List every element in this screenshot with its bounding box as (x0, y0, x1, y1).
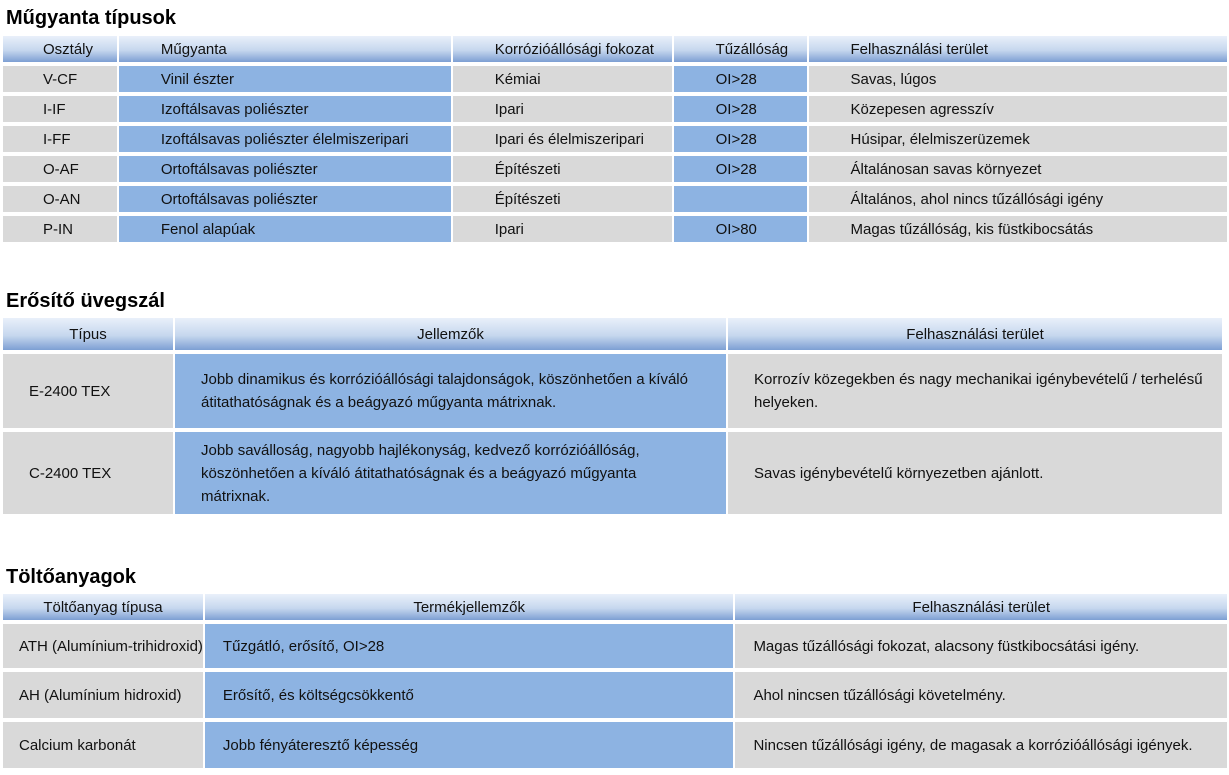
fire-cell: OI>28 (674, 122, 807, 152)
table-row (3, 122, 1227, 152)
class-cell: O-AF (3, 152, 117, 182)
fire-cell: OI>80 (674, 212, 807, 242)
resin-cell: Fenol alapúak (119, 212, 451, 242)
table-row (3, 92, 1227, 122)
class-cell: P-IN (3, 212, 117, 242)
feature-cell: Jobb fényáteresztő képesség (205, 718, 734, 768)
column-header: Termékjellemzők (205, 594, 734, 620)
table-row (3, 62, 1227, 92)
usage-cell: Magas tűzállósági fokozat, alacsony füstkibocsátási igény. (735, 620, 1227, 668)
corrosion-cell: Kémiai (453, 62, 672, 92)
resin-table (1, 36, 1229, 242)
corrosion-cell: Építészeti (453, 182, 672, 212)
corrosion-cell: Ipari és élelmiszeripari (453, 122, 672, 152)
column-header: Töltőanyag típusa (3, 594, 203, 620)
feature-cell: Jobb saválloság, nagyobb hajlékonyság, kedvező korrózióállóság, köszönhetően a kíváló átitathatóságnak és a beágyazó műgyanta mátrixnak. (175, 428, 726, 514)
resin-cell: Izoftálsavas poliészter élelmiszeripari (119, 122, 451, 152)
class-cell: O-AN (3, 182, 117, 212)
table-row (3, 182, 1227, 212)
resin-cell: Izoftálsavas poliészter (119, 92, 451, 122)
corrosion-cell: Ipari (453, 212, 672, 242)
filler-table (1, 594, 1229, 768)
column-header: Osztály (3, 36, 117, 62)
class-cell: I-IF (3, 92, 117, 122)
usage-cell: Savas igénybevételű környezetben ajánlott. (728, 428, 1222, 514)
column-header: Tűzállóság (674, 36, 807, 62)
usage-cell: Savas, lúgos (809, 62, 1227, 92)
fire-cell (674, 182, 807, 212)
fire-cell: OI>28 (674, 92, 807, 122)
usage-cell: Általánosan savas környezet (809, 152, 1227, 182)
glass-table (1, 318, 1224, 514)
table-header-row (3, 594, 1227, 620)
type-cell: C-2400 TEX (3, 428, 173, 514)
usage-cell: Ahol nincsen tűzállósági követelmény. (735, 668, 1227, 718)
feature-cell: Tűzgátló, erősítő, OI>28 (205, 620, 734, 668)
usage-cell: Húsipar, élelmiszerüzemek (809, 122, 1227, 152)
table-header-row (3, 36, 1227, 62)
usage-cell: Általános, ahol nincs tűzállósági igény (809, 182, 1227, 212)
table-row (3, 350, 1222, 428)
table-row (3, 620, 1227, 668)
filler-section-title: Töltőanyagok (6, 566, 137, 588)
resin-cell: Ortoftálsavas poliészter (119, 182, 451, 212)
table-row (3, 668, 1227, 718)
glass-section-title: Erősítő üvegszál (6, 290, 165, 312)
column-header: Felhasználási terület (735, 594, 1227, 620)
resin-section-title: Műgyanta típusok (6, 7, 177, 29)
column-header: Típus (3, 318, 173, 350)
table-row (3, 152, 1227, 182)
fire-cell: OI>28 (674, 62, 807, 92)
usage-cell: Magas tűzállóság, kis füstkibocsátás (809, 212, 1227, 242)
table-row (3, 428, 1222, 514)
filler-type-cell: Calcium karbonát (3, 718, 203, 768)
column-header: Műgyanta (119, 36, 451, 62)
usage-cell: Nincsen tűzállósági igény, de magasak a korrózióállósági igények. (735, 718, 1227, 768)
class-cell: V-CF (3, 62, 117, 92)
table-row (3, 212, 1227, 242)
usage-cell: Korrozív közegekben és nagy mechanikai igénybevételű / terhelésű helyeken. (728, 350, 1222, 428)
feature-cell: Erősítő, és költségcsökkentő (205, 668, 734, 718)
table-header-row (3, 318, 1222, 350)
class-cell: I-FF (3, 122, 117, 152)
usage-cell: Közepesen agresszív (809, 92, 1227, 122)
column-header: Felhasználási terület (809, 36, 1227, 62)
resin-cell: Ortoftálsavas poliészter (119, 152, 451, 182)
column-header: Korrózióállósági fokozat (453, 36, 672, 62)
resin-cell: Vinil észter (119, 62, 451, 92)
corrosion-cell: Építészeti (453, 152, 672, 182)
fire-cell: OI>28 (674, 152, 807, 182)
corrosion-cell: Ipari (453, 92, 672, 122)
type-cell: E-2400 TEX (3, 350, 173, 428)
column-header: Felhasználási terület (728, 318, 1222, 350)
filler-type-cell: AH (Alumínium hidroxid) (3, 668, 203, 718)
feature-cell: Jobb dinamikus és korrózióállósági talajdonságok, köszönhetően a kíváló átitathatóságnak és a beágyazó műgyanta mátrixnak. (175, 350, 726, 428)
column-header: Jellemzők (175, 318, 726, 350)
filler-type-cell: ATH (Alumínium-trihidroxid) (3, 620, 203, 668)
table-row (3, 718, 1227, 768)
